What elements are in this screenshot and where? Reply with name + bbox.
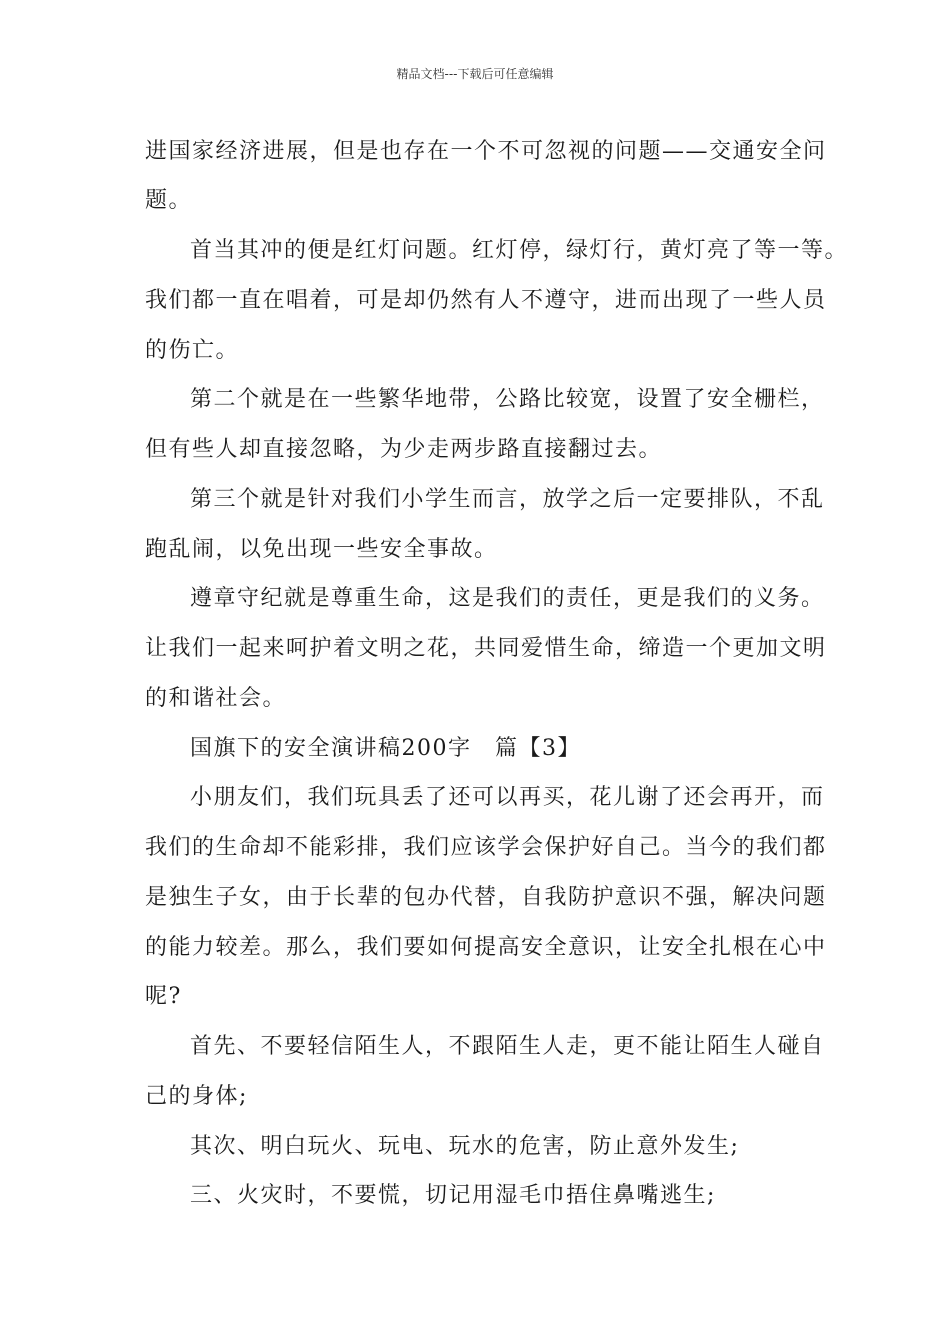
body-line: 的能力较差。那么，我们要如何提高安全意识，让安全扎根在心中 <box>145 935 827 960</box>
body-line: 三、火灾时，不要慌，切记用湿毛巾捂住鼻嘴逃生; <box>190 1183 716 1208</box>
section-heading: 国旗下的安全演讲稿200字 篇【3】 <box>190 736 581 761</box>
body-line: 呢? <box>145 984 182 1009</box>
body-line: 第二个就是在一些繁华地带，公路比较宽，设置了安全栅栏， <box>190 387 825 412</box>
body-line: 第三个就是针对我们小学生而言，放学之后一定要排队，不乱 <box>190 487 825 512</box>
body-line: 让我们一起来呵护着文明之花，共同爱惜生命，缔造一个更加文明 <box>145 636 827 661</box>
body-line: 的和谐社会。 <box>145 686 287 711</box>
body-line: 但有些人却直接忽略，为少走两步路直接翻过去。 <box>145 437 663 462</box>
body-line: 首当其冲的便是红灯问题。红灯停，绿灯行，黄灯亮了等一等。 <box>190 238 849 263</box>
body-line: 题。 <box>145 188 193 213</box>
body-line: 首先、不要轻信陌生人，不跟陌生人走，更不能让陌生人碰自 <box>190 1034 825 1059</box>
body-line: 进国家经济进展，但是也存在一个不可忽视的问题——交通安全问 <box>145 139 827 164</box>
page-header: 精品文档---下载后可任意编辑 <box>396 67 554 81</box>
body-line: 跑乱闹，以免出现一些安全事故。 <box>145 537 498 562</box>
body-line: 的伤亡。 <box>145 338 240 363</box>
body-line: 是独生子女，由于长辈的包办代替，自我防护意识不强，解决问题 <box>145 885 827 910</box>
body-line: 小朋友们，我们玩具丢了还可以再买，花儿谢了还会再开，而 <box>190 785 825 810</box>
body-line: 我们都一直在唱着，可是却仍然有人不遵守，进而出现了一些人员 <box>145 288 827 313</box>
body-line: 其次、明白玩火、玩电、玩水的危害，防止意外发生; <box>190 1134 740 1159</box>
body-line: 我们的生命却不能彩排，我们应该学会保护好自己。当今的我们都 <box>145 835 827 860</box>
body-line: 遵章守纪就是尊重生命，这是我们的责任，更是我们的义务。 <box>190 586 825 611</box>
body-line: 己的身体; <box>145 1084 248 1109</box>
